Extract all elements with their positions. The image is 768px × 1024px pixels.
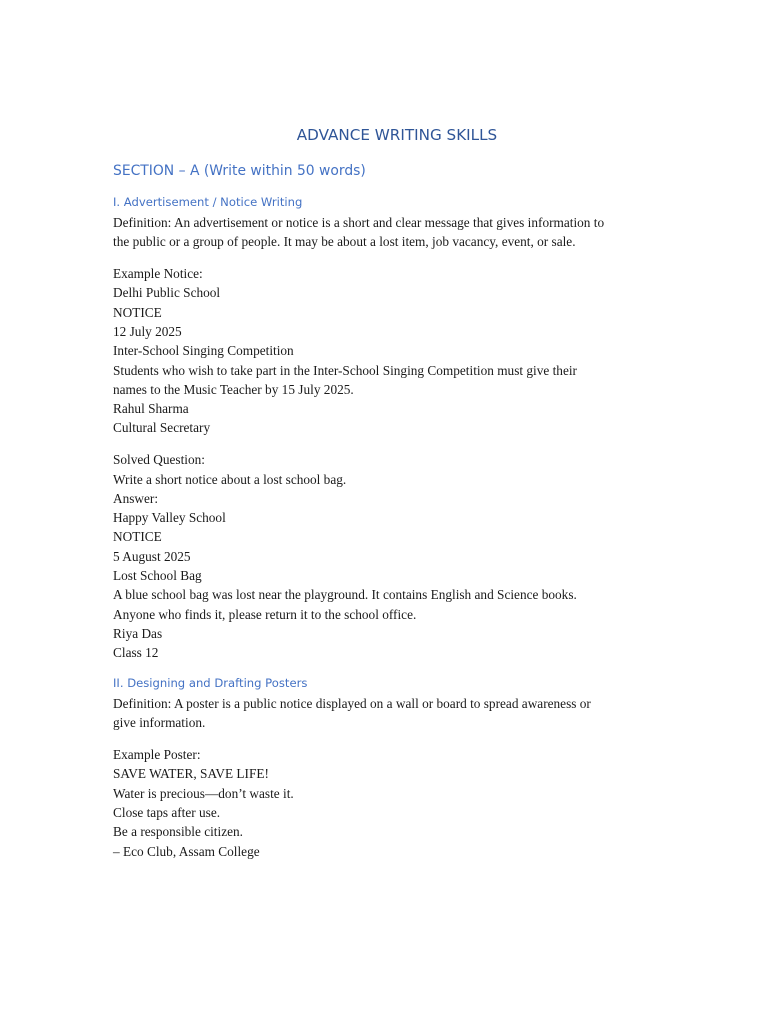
document-title: ADVANCE WRITING SKILLS — [296, 126, 498, 144]
document-body — [113, 124, 673, 873]
text-line: Happy Valley School — [113, 510, 226, 526]
subheading-notice-writing: I. Advertisement / Notice Writing — [113, 195, 303, 209]
text-line: Solved Question: — [113, 452, 205, 468]
text-line: Students who wish to take part in the Inter-School Singing Competition must give their — [113, 362, 577, 378]
text-line: give information. — [113, 715, 206, 731]
text-line: NOTICE — [113, 304, 162, 320]
text-line: 12 July 2025 — [113, 323, 182, 339]
text-line: 5 August 2025 — [113, 548, 191, 564]
text-line: Water is precious—don’t waste it. — [113, 785, 294, 801]
text-line: Class 12 — [113, 645, 159, 661]
section-heading: SECTION – A (Write within 50 words) — [113, 163, 366, 179]
text-line: Inter-School Singing Competition — [113, 343, 294, 359]
text-line: Write a short notice about a lost school bag. — [113, 471, 347, 487]
text-line: Delhi Public School — [113, 285, 221, 301]
text-line: A blue school bag was lost near the playground. It contains English and Science books. — [113, 587, 577, 603]
text-line: the public or a group of people. It may be about a lost item, job vacancy, event, or sale. — [113, 234, 576, 250]
text-line: names to the Music Teacher by 15 July 2025. — [113, 381, 354, 397]
text-line: Cultural Secretary — [113, 420, 211, 436]
text-line: Example Poster: — [113, 747, 201, 763]
poster-definition — [113, 694, 673, 733]
text-line: Definition: An advertisement or notice is a short and clear message that gives information to — [113, 215, 605, 230]
text-line: Anyone who finds it, please return it to the school office. — [113, 606, 417, 622]
text-line: SAVE WATER, SAVE LIFE! — [113, 766, 269, 782]
text-line: Answer: — [113, 490, 159, 506]
text-line: – Eco Club, Assam College — [113, 843, 260, 859]
text-line: Close taps after use. — [113, 805, 221, 821]
text-line: Definition: A poster is a public notice displayed on a wall or board to spread awareness or — [113, 696, 591, 712]
example-notice — [113, 264, 673, 438]
text-line: Example Notice: — [113, 266, 203, 282]
text-line: Riya Das — [113, 625, 163, 641]
text-line: Rahul Sharma — [113, 401, 189, 417]
solved-question — [113, 450, 673, 662]
text-line: Lost School Bag — [113, 568, 202, 584]
text-line: NOTICE — [113, 529, 162, 545]
notice-definition — [113, 213, 673, 252]
example-poster — [113, 745, 673, 861]
text-line: Be a responsible citizen. — [113, 824, 243, 840]
subheading-posters: II. Designing and Drafting Posters — [113, 676, 308, 691]
